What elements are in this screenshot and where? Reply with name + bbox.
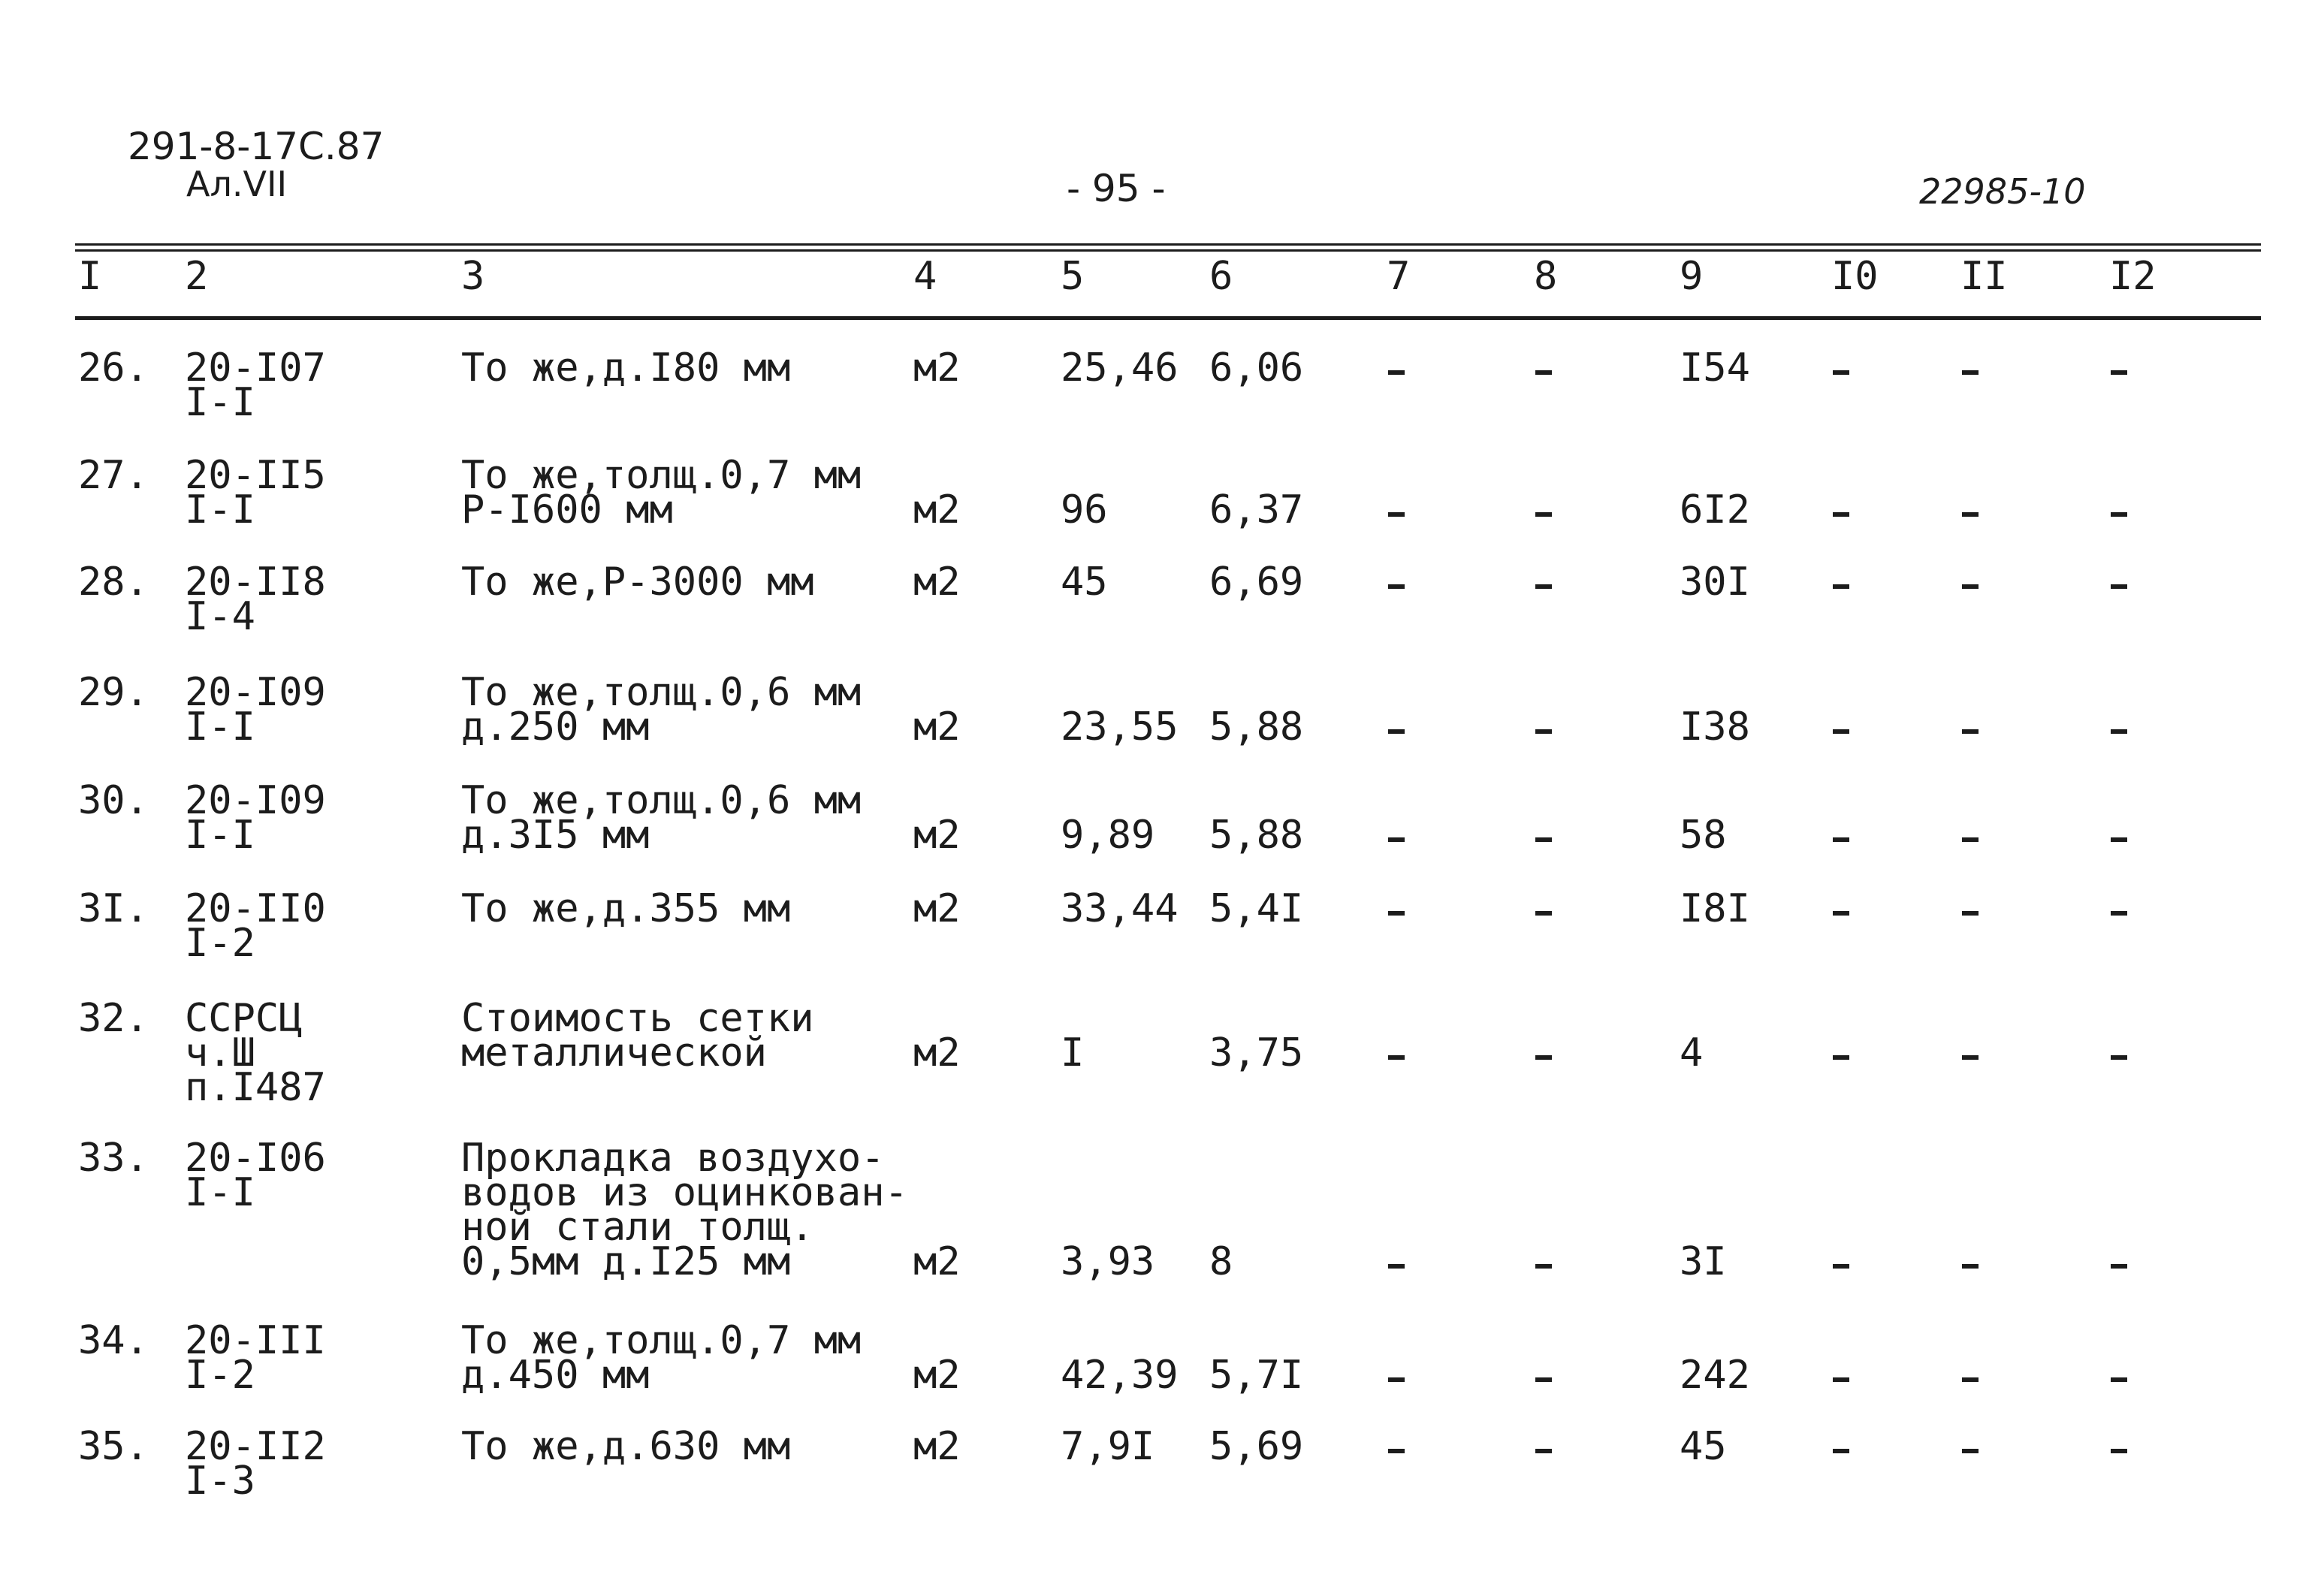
- empty-cell-dash: [2111, 729, 2127, 734]
- empty-cell-dash: [1833, 1055, 1849, 1060]
- column-header-6: 6: [1209, 254, 1233, 299]
- total-cost-cell: 3I: [1680, 1239, 1727, 1284]
- unit-cell: м2: [913, 1353, 961, 1398]
- total-cost-cell: 4: [1680, 1030, 1704, 1076]
- column-header-11: II: [1960, 254, 2008, 299]
- unit-cell: м2: [913, 560, 961, 605]
- empty-cell-dash: [1962, 1449, 1979, 1453]
- table-top-rule-2: [75, 249, 2261, 252]
- total-cost-cell: 45: [1680, 1424, 1727, 1469]
- work-description: То же,толщ.0,7 мм: [461, 453, 862, 498]
- empty-cell-dash: [1833, 911, 1849, 916]
- norm-code: 20-II8: [185, 560, 326, 605]
- quantity-cell: 3,93: [1061, 1239, 1155, 1284]
- empty-cell-dash: [1388, 729, 1405, 734]
- norm-code: I-2: [185, 1353, 255, 1398]
- unit-cell: м2: [913, 813, 961, 858]
- column-header-5: 5: [1061, 254, 1085, 299]
- column-header-1: I: [78, 254, 102, 299]
- total-cost-cell: I38: [1680, 704, 1750, 750]
- work-description: То же,толщ.0,6 мм: [461, 670, 862, 715]
- unit-cost-cell: 8: [1209, 1239, 1233, 1284]
- unit-cell: м2: [913, 886, 961, 931]
- empty-cell-dash: [1833, 729, 1849, 734]
- norm-code: I-2: [185, 921, 255, 966]
- row-number: 26.: [78, 345, 149, 391]
- empty-cell-dash: [2111, 1377, 2127, 1382]
- empty-cell-dash: [1388, 837, 1405, 842]
- quantity-cell: 42,39: [1061, 1353, 1179, 1398]
- empty-cell-dash: [1388, 911, 1405, 916]
- empty-cell-dash: [2111, 837, 2127, 842]
- norm-code: 20-II2: [185, 1424, 326, 1469]
- work-description: То же,д.355 мм: [461, 886, 791, 931]
- empty-cell-dash: [1833, 837, 1849, 842]
- document-code: 291-8-17С.87: [128, 125, 385, 168]
- column-header-9: 9: [1680, 254, 1704, 299]
- column-header-2: 2: [185, 254, 209, 299]
- empty-cell-dash: [1535, 1264, 1552, 1269]
- column-header-10: I0: [1831, 254, 1879, 299]
- empty-cell-dash: [1388, 512, 1405, 517]
- row-number: 34.: [78, 1318, 149, 1363]
- empty-cell-dash: [1388, 1377, 1405, 1382]
- empty-cell-dash: [1535, 1449, 1552, 1453]
- empty-cell-dash: [1535, 1377, 1552, 1382]
- work-description: д.250 мм: [461, 704, 650, 750]
- unit-cell: м2: [913, 1030, 961, 1076]
- norm-code: I-I: [185, 1170, 255, 1215]
- empty-cell-dash: [1388, 1055, 1405, 1060]
- empty-cell-dash: [1962, 729, 1979, 734]
- total-cost-cell: I54: [1680, 345, 1750, 391]
- empty-cell-dash: [1962, 911, 1979, 916]
- empty-cell-dash: [1833, 370, 1849, 375]
- column-header-8: 8: [1534, 254, 1558, 299]
- norm-code: 20-I09: [185, 778, 326, 823]
- norm-code: 20-III: [185, 1318, 326, 1363]
- empty-cell-dash: [2111, 911, 2127, 916]
- header-bottom-rule: [75, 316, 2261, 320]
- work-description: Р-I600 мм: [461, 487, 673, 533]
- empty-cell-dash: [1388, 1449, 1405, 1453]
- total-cost-cell: 58: [1680, 813, 1727, 858]
- empty-cell-dash: [1535, 370, 1552, 375]
- norm-code: I-I: [185, 487, 255, 533]
- work-description: Стоимость сетки: [461, 996, 814, 1041]
- table-top-rule: [75, 243, 2261, 246]
- column-header-12: I2: [2109, 254, 2157, 299]
- norm-code: I-3: [185, 1459, 255, 1504]
- empty-cell-dash: [1962, 1055, 1979, 1060]
- norm-code: ССРСЦ: [185, 996, 303, 1041]
- norm-code: 20-I09: [185, 670, 326, 715]
- unit-cost-cell: 5,7I: [1209, 1353, 1304, 1398]
- work-description: ной стали толщ.: [461, 1205, 814, 1250]
- empty-cell-dash: [1535, 1055, 1552, 1060]
- norm-code: I-I: [185, 704, 255, 750]
- empty-cell-dash: [1535, 512, 1552, 517]
- work-description: То же,д.I80 мм: [461, 345, 791, 391]
- column-header-7: 7: [1387, 254, 1411, 299]
- work-description: То же,толщ.0,6 мм: [461, 778, 862, 823]
- row-number: 3I.: [78, 886, 149, 931]
- norm-code: ч.Ш: [185, 1030, 255, 1076]
- column-header-4: 4: [913, 254, 937, 299]
- empty-cell-dash: [2111, 1264, 2127, 1269]
- total-cost-cell: I8I: [1680, 886, 1750, 931]
- empty-cell-dash: [1535, 584, 1552, 589]
- empty-cell-dash: [2111, 584, 2127, 589]
- unit-cell: м2: [913, 704, 961, 750]
- row-number: 33.: [78, 1136, 149, 1181]
- work-description: То же,толщ.0,7 мм: [461, 1318, 862, 1363]
- work-description: 0,5мм д.I25 мм: [461, 1239, 791, 1284]
- quantity-cell: 45: [1061, 560, 1108, 605]
- unit-cell: м2: [913, 1239, 961, 1284]
- unit-cell: м2: [913, 1424, 961, 1469]
- unit-cost-cell: 5,88: [1209, 704, 1304, 750]
- empty-cell-dash: [1535, 911, 1552, 916]
- quantity-cell: 7,9I: [1061, 1424, 1155, 1469]
- row-number: 30.: [78, 778, 149, 823]
- empty-cell-dash: [2111, 370, 2127, 375]
- unit-cost-cell: 3,75: [1209, 1030, 1304, 1076]
- unit-cell: м2: [913, 345, 961, 391]
- norm-code: 20-II0: [185, 886, 326, 931]
- unit-cost-cell: 6,69: [1209, 560, 1304, 605]
- total-cost-cell: 30I: [1680, 560, 1750, 605]
- empty-cell-dash: [1833, 1264, 1849, 1269]
- total-cost-cell: 6I2: [1680, 487, 1750, 533]
- empty-cell-dash: [1833, 1377, 1849, 1382]
- row-number: 35.: [78, 1424, 149, 1469]
- unit-cost-cell: 5,69: [1209, 1424, 1304, 1469]
- album-number: Ал.VII: [186, 164, 288, 204]
- unit-cost-cell: 5,88: [1209, 813, 1304, 858]
- norm-code: 20-II5: [185, 453, 326, 498]
- unit-cost-cell: 5,4I: [1209, 886, 1304, 931]
- work-description: водов из оцинкован-: [461, 1170, 908, 1215]
- total-cost-cell: 242: [1680, 1353, 1750, 1398]
- empty-cell-dash: [1962, 370, 1979, 375]
- page-number: - 95 -: [1067, 167, 1166, 210]
- empty-cell-dash: [1833, 1449, 1849, 1453]
- norm-code: 20-I06: [185, 1136, 326, 1181]
- unit-cost-cell: 6,37: [1209, 487, 1304, 533]
- quantity-cell: 25,46: [1061, 345, 1179, 391]
- empty-cell-dash: [1962, 1264, 1979, 1269]
- empty-cell-dash: [1535, 837, 1552, 842]
- norm-code: I-I: [185, 380, 255, 425]
- row-number: 27.: [78, 453, 149, 498]
- quantity-cell: 96: [1061, 487, 1108, 533]
- inventory-number: 22985-10: [1919, 171, 2086, 212]
- empty-cell-dash: [1388, 370, 1405, 375]
- empty-cell-dash: [2111, 1055, 2127, 1060]
- norm-code: 20-I07: [185, 345, 326, 391]
- column-header-3: 3: [461, 254, 485, 299]
- work-description: металлической: [461, 1030, 767, 1076]
- empty-cell-dash: [1962, 584, 1979, 589]
- empty-cell-dash: [1833, 512, 1849, 517]
- quantity-cell: 9,89: [1061, 813, 1155, 858]
- empty-cell-dash: [1962, 1377, 1979, 1382]
- empty-cell-dash: [1388, 584, 1405, 589]
- empty-cell-dash: [1535, 729, 1552, 734]
- norm-code: I-4: [185, 594, 255, 639]
- empty-cell-dash: [1962, 512, 1979, 517]
- row-number: 28.: [78, 560, 149, 605]
- norm-code: I-I: [185, 813, 255, 858]
- quantity-cell: I: [1061, 1030, 1085, 1076]
- work-description: д.3I5 мм: [461, 813, 650, 858]
- quantity-cell: 33,44: [1061, 886, 1179, 931]
- row-number: 32.: [78, 996, 149, 1041]
- empty-cell-dash: [1833, 584, 1849, 589]
- empty-cell-dash: [1388, 1264, 1405, 1269]
- work-description: То же,д.630 мм: [461, 1424, 791, 1469]
- work-description: Прокладка воздухо-: [461, 1136, 885, 1181]
- norm-code: п.I487: [185, 1065, 326, 1110]
- empty-cell-dash: [1962, 837, 1979, 842]
- unit-cost-cell: 6,06: [1209, 345, 1304, 391]
- work-description: д.450 мм: [461, 1353, 650, 1398]
- empty-cell-dash: [2111, 512, 2127, 517]
- unit-cell: м2: [913, 487, 961, 533]
- empty-cell-dash: [2111, 1449, 2127, 1453]
- row-number: 29.: [78, 670, 149, 715]
- quantity-cell: 23,55: [1061, 704, 1179, 750]
- work-description: То же,Р-3000 мм: [461, 560, 814, 605]
